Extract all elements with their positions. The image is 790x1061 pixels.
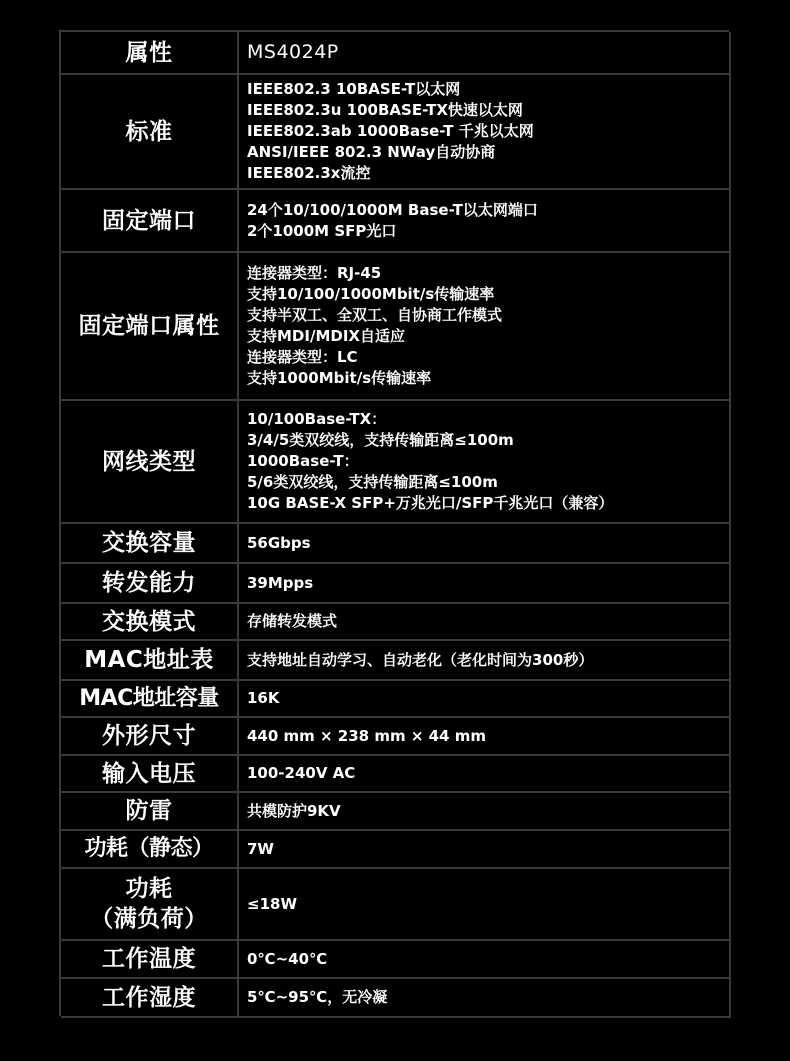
value-text: MS4024P: [247, 41, 339, 63]
label-text: 固定端口属性: [78, 313, 220, 339]
label-text: 交换模式: [102, 608, 196, 635]
label-text: 标准: [125, 118, 173, 145]
value-switching-mode: [239, 604, 731, 641]
label-forwarding-rate: [61, 564, 239, 604]
value-line: 0℃~40℃: [247, 949, 328, 968]
value-operating-temperature: [239, 941, 731, 979]
value-line: ANSI/IEEE 802.3 NWay自动协商: [247, 143, 496, 161]
value-line: 39Mpps: [247, 573, 314, 592]
value-fixed-ports: [239, 190, 731, 253]
value-line: 440 mm × 238 mm × 44 mm: [247, 726, 486, 745]
value-line: 共模防护9KV: [247, 801, 341, 820]
value-line: IEEE802.3x流控: [247, 164, 371, 182]
label-text: 属性: [125, 39, 173, 66]
label-text: 防雷: [125, 798, 173, 824]
value-line: 5℃~95℃，无冷凝: [247, 988, 388, 1006]
label-power-static: [61, 831, 239, 869]
label-text: 输入电压: [102, 760, 196, 787]
value-line: 1000Base-T：: [247, 452, 359, 470]
label-standard: [61, 75, 239, 190]
value-fixed-port-attributes: [239, 253, 731, 401]
label-switching-capacity: [61, 524, 239, 564]
value-line: 16K: [247, 689, 280, 707]
label-text: 功耗（静态）: [84, 836, 214, 861]
label-mac-table: [61, 641, 239, 681]
value-line: 2个1000M SFP光口: [247, 221, 397, 240]
value-line: 存储转发模式: [247, 612, 338, 630]
label-fixed-port-attributes: [61, 253, 239, 401]
label-text: 功耗: [125, 876, 173, 902]
value-model: [239, 32, 731, 75]
label-attribute: [61, 32, 239, 75]
value-line: 支持10/100/1000Mbit/s传输速率: [247, 285, 495, 303]
label-text: 固定端口: [102, 207, 196, 234]
label-text: MAC地址表: [84, 647, 214, 673]
value-cable-type: [239, 401, 731, 524]
label-text: （满负荷）: [90, 906, 208, 932]
value-input-voltage: [239, 756, 731, 793]
value-line: 10/100Base-TX：: [247, 410, 387, 428]
label-text: 网线类型: [102, 448, 196, 475]
value-mac-capacity: [239, 681, 731, 718]
label-power-full-load: [61, 869, 239, 941]
value-power-static: [239, 831, 731, 869]
spec-table: [59, 30, 729, 1016]
label-input-voltage: [61, 756, 239, 793]
label-text: 外形尺寸: [102, 723, 196, 749]
value-lightning-protection: [239, 793, 731, 831]
label-fixed-ports: [61, 190, 239, 253]
value-line: 56Gbps: [247, 533, 311, 552]
label-text: 转发能力: [102, 570, 196, 596]
value-dimensions: [239, 718, 731, 756]
value-line: 支持地址自动学习、自动老化（老化时间为300秒）: [247, 650, 594, 669]
value-line: IEEE802.3ab 1000Base-T 千兆以太网: [247, 122, 534, 140]
value-line: 连接器类型：LC: [247, 348, 358, 366]
value-line: 24个10/100/1000M Base-T以太网端口: [247, 200, 538, 219]
value-line: 100-240V AC: [247, 764, 356, 782]
value-line: IEEE802.3u 100BASE-TX快速以太网: [247, 101, 523, 119]
value-line: 支持半双工、全双工、自协商工作模式: [247, 306, 503, 324]
label-text: MAC地址容量: [79, 685, 219, 711]
label-cable-type: [61, 401, 239, 524]
label-switching-mode: [61, 604, 239, 641]
value-mac-table: [239, 641, 731, 681]
label-dimensions: [61, 718, 239, 756]
value-line: 支持1000Mbit/s传输速率: [247, 369, 432, 387]
label-operating-humidity: [61, 979, 239, 1018]
value-line: 3/4/5类双绞线，支持传输距离≤100m: [247, 431, 514, 449]
label-lightning-protection: [61, 793, 239, 831]
value-switching-capacity: [239, 524, 731, 564]
label-text: 工作温度: [102, 946, 196, 972]
value-line: 10G BASE-X SFP+万兆光口/SFP千兆光口（兼容）: [247, 494, 614, 512]
value-line: 支持MDI/MDIX自适应: [247, 327, 405, 345]
value-operating-humidity: [239, 979, 731, 1018]
value-line: ≤18W: [247, 894, 297, 913]
label-operating-temperature: [61, 941, 239, 979]
value-standard: [239, 75, 731, 190]
label-text: 工作湿度: [102, 984, 196, 1011]
value-line: 连接器类型：RJ-45: [247, 264, 382, 282]
label-text: 交换容量: [102, 530, 196, 556]
value-forwarding-rate: [239, 564, 731, 604]
value-line: IEEE802.3 10BASE-T以太网: [247, 80, 461, 98]
value-line: 5/6类双绞线，支持传输距离≤100m: [247, 473, 498, 491]
value-line: 7W: [247, 839, 274, 858]
value-power-full-load: [239, 869, 731, 941]
label-mac-capacity: [61, 681, 239, 718]
